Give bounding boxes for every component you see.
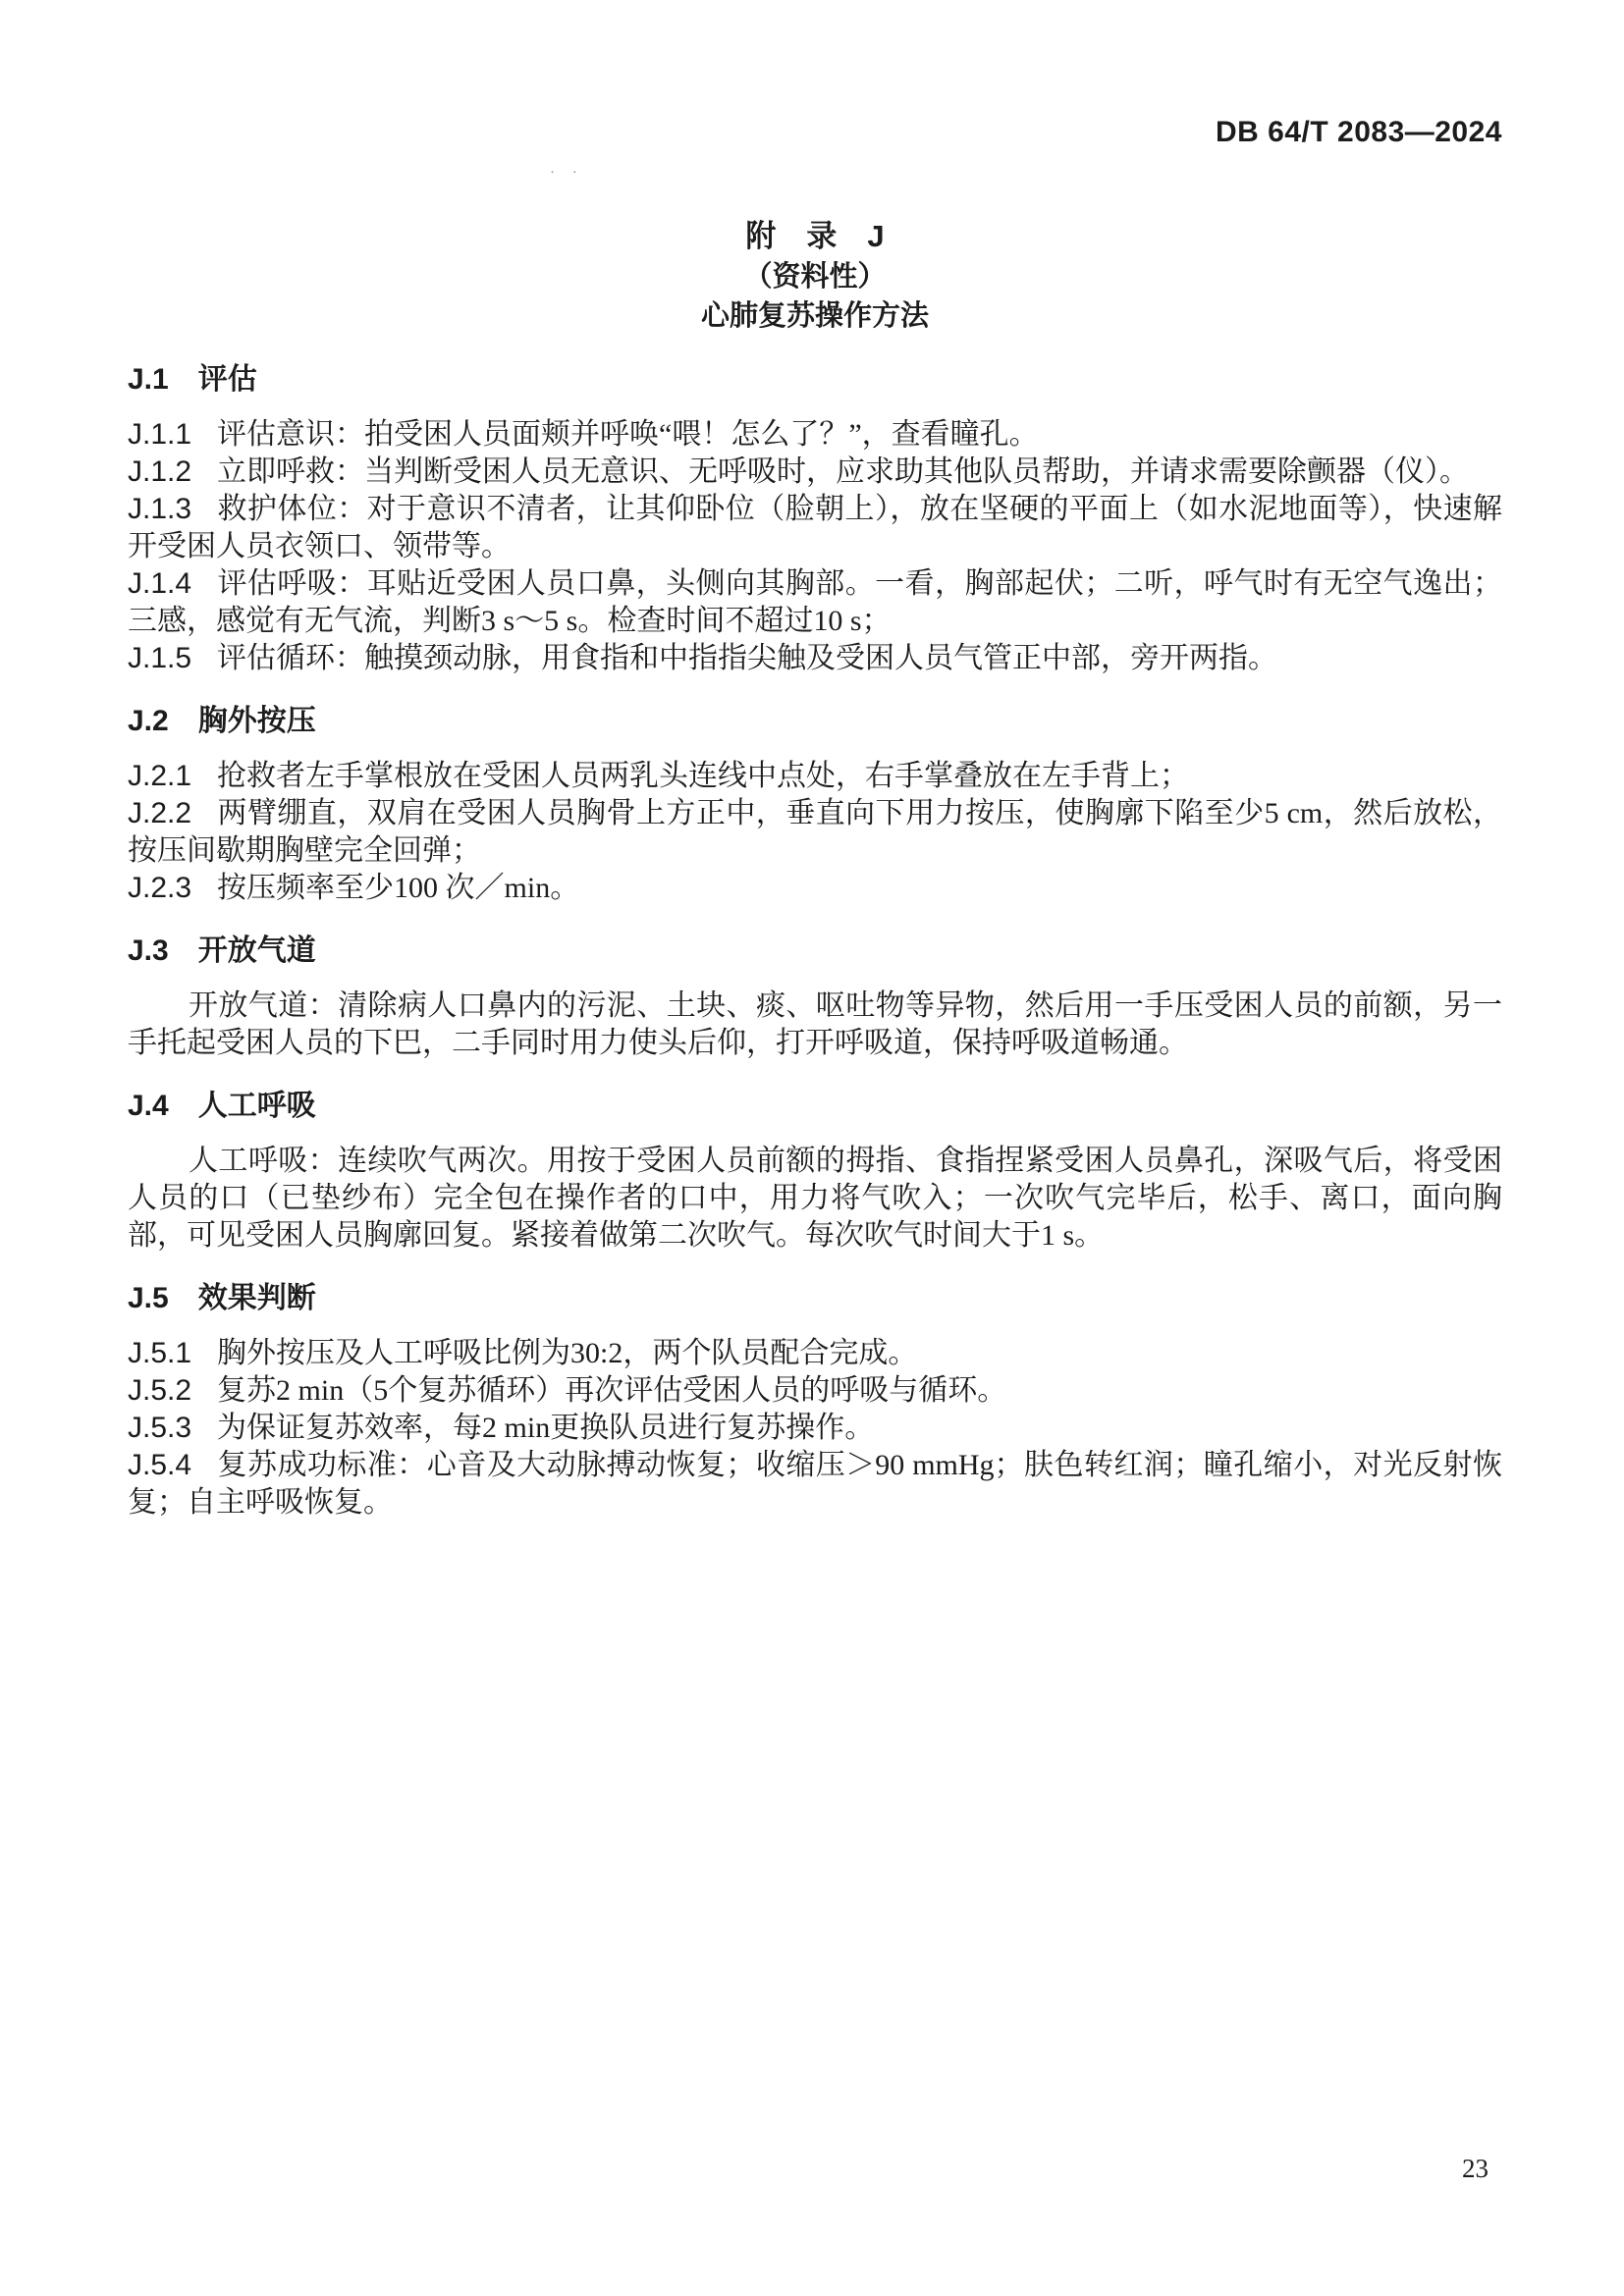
clause [128, 416, 1502, 454]
clause-text: 胸外按压及人工呼吸比例为30:2，两个队员配合完成。 [217, 1337, 918, 1369]
clause-text: 立即呼救：当判断受困人员无意识、无呼吸时，应求助其他队员帮助，并请求需要除颤器（仪）。 [217, 455, 1470, 488]
clause-text: 评估呼吸：耳贴近受困人员口鼻，头侧向其胸部。一看，胸部起伏；二听，呼气时有无空气逸出；三感，感觉有无气流，判断3 s～5 s。检查时间不超过10 s； [128, 567, 1502, 637]
section-id: J.2 [128, 705, 169, 737]
clause [128, 454, 1502, 491]
section-heading-j1 [128, 361, 1502, 399]
clause [128, 491, 1502, 565]
doc-number: DB 64/T 2083—2024 [1215, 116, 1502, 148]
clause-label: J.2.3 [128, 872, 192, 904]
appendix-subtitle: （资料性） [743, 261, 887, 293]
clause [128, 758, 1502, 795]
clause-label: J.5.3 [128, 1412, 192, 1444]
section-heading-j5 [128, 1280, 1502, 1317]
clause-label: J.5.2 [128, 1374, 192, 1407]
appendix-title: 附 录 J [745, 219, 885, 253]
clause-label: J.5.1 [128, 1337, 192, 1369]
clause-text: 按压频率至少100 次／min。 [217, 872, 580, 904]
clause-text: 评估意识：拍受困人员面颊并呼唤“喂！怎么了？”，查看瞳孔。 [217, 418, 1039, 451]
clause [128, 1372, 1502, 1410]
clause-label: J.2.1 [128, 760, 192, 792]
clause-text: 为保证复苏效率，每2 min更换队员进行复苏操作。 [217, 1412, 875, 1444]
clause-label: J.5.4 [128, 1449, 192, 1481]
section-paragraph: 人工呼吸：连续吹气两次。用按于受困人员前额的拇指、食指捏紧受困人员鼻孔，深吸气后，将受困人员的口（已垫纱布）完全包在操作者的口中，用力将气吹入；一次吹气完毕后，松手、离口，面向胸部，可见受困人员胸廓回复。紧接着做第二次吹气。每次吹气时间大于1 s。 [128, 1145, 1502, 1252]
section-id: J.1 [128, 363, 169, 396]
page-number: 23 [1462, 2154, 1489, 2183]
section-title: 效果判断 [197, 1282, 316, 1314]
section-title: 开放气道 [197, 934, 316, 967]
clause-label: J.2.2 [128, 797, 192, 829]
clause-text: 复苏2 min（5个复苏循环）再次评估受困人员的呼吸与循环。 [217, 1374, 1007, 1407]
section-title: 胸外按压 [197, 705, 316, 737]
clause [128, 565, 1502, 640]
page-content [128, 0, 1502, 1522]
section-id: J.5 [128, 1282, 169, 1314]
clause [128, 1410, 1502, 1447]
clause-label: J.1.5 [128, 642, 192, 674]
section-heading-j3 [128, 933, 1502, 970]
section-heading-j4 [128, 1088, 1502, 1125]
section-id: J.4 [128, 1090, 169, 1122]
clause [128, 870, 1502, 907]
appendix-name: 心肺复苏操作方法 [700, 300, 929, 332]
section-heading-j2 [128, 703, 1502, 740]
clause-text: 复苏成功标准：心音及大动脉搏动恢复；收缩压＞90 mmHg；肤色转红润；瞳孔缩小，对光反射恢复；自主呼吸恢复。 [128, 1449, 1502, 1519]
clause [128, 795, 1502, 870]
section-title: 人工呼吸 [197, 1090, 316, 1122]
clause-text: 两臂绷直，双肩在受困人员胸骨上方正中，垂直向下用力按压，使胸廓下陷至少5 cm，然后放松，按压间歇期胸壁完全回弹； [128, 797, 1502, 867]
section-id: J.3 [128, 934, 169, 967]
clause [128, 1335, 1502, 1372]
clause-text: 救护体位：对于意识不清者，让其仰卧位（脸朝上），放在坚硬的平面上（如水泥地面等），快速解开受困人员衣领口、领带等。 [128, 493, 1502, 562]
clause-text: 评估循环：触摸颈动脉，用食指和中指指尖触及受困人员气管正中部，旁开两指。 [217, 642, 1278, 674]
clause-label: J.1.3 [128, 493, 192, 525]
section-paragraph: 开放气道：清除病人口鼻内的污泥、土块、痰、呕吐物等异物，然后用一手压受困人员的前额，另一手托起受困人员的下巴，二手同时用力使头后仰，打开呼吸道，保持呼吸道畅通。 [128, 989, 1502, 1059]
clause [128, 640, 1502, 677]
section-title: 评估 [197, 363, 257, 396]
clause-label: J.1.4 [128, 567, 192, 600]
clause-label: J.1.1 [128, 418, 192, 451]
appendix-title-block [128, 216, 1502, 336]
clause [128, 1447, 1502, 1522]
scan-artifact-mark: · · [550, 165, 584, 181]
clause-label: J.1.2 [128, 455, 192, 488]
clause-text: 抢救者左手掌根放在受困人员两乳头连线中点处，右手掌叠放在左手背上； [217, 760, 1190, 792]
